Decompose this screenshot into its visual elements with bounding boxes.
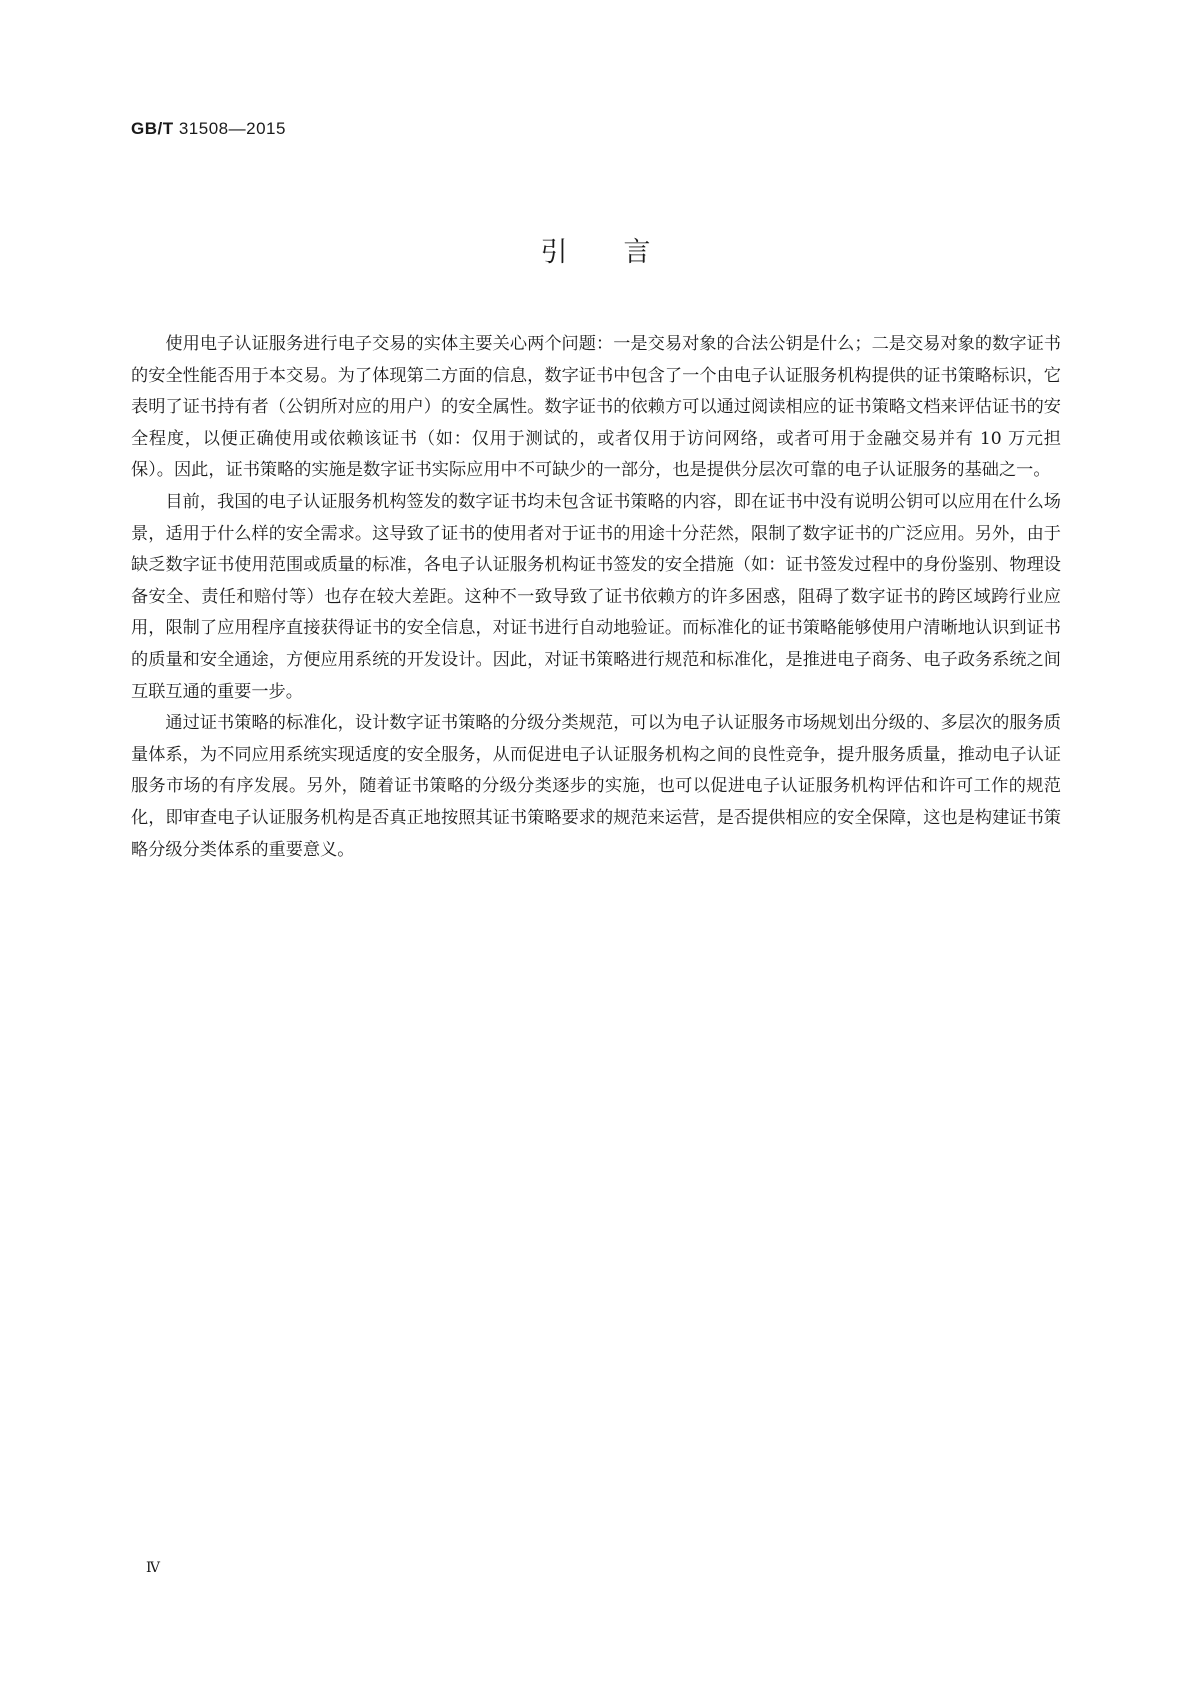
- document-code-prefix: GB/T: [131, 119, 174, 138]
- document-code-number: 31508—2015: [178, 119, 286, 138]
- section-title: 引言: [540, 237, 707, 268]
- paragraph-3: 通过证书策略的标准化，设计数字证书策略的分级分类规范，可以为电子认证服务市场规划出分级的、多层次的服务质量体系，为不同应用系统实现适度的安全服务，从而促进电子认证服务机构之间的良性竞争，提升服务质量，推动电子认证服务市场的有序发展。另外，随着证书策略的分级分类逐步的实施，也可以促进电子认证服务机构评估和许可工作的规范化，即审查电子认证服务机构是否真正地按照其证书策略要求的规范来运营，是否提供相应的安全保障，这也是构建证书策略分级分类体系的重要意义。: [131, 713, 1061, 860]
- paragraph-2: 目前，我国的电子认证服务机构签发的数字证书均未包含证书策略的内容，即在证书中没有说明公钥可以应用在什么场景，适用于什么样的安全需求。这导致了证书的使用者对于证书的用途十分茫然，限制了数字证书的广泛应用。另外，由于缺乏数字证书使用范围或质量的标准，各电子认证服务机构证书签发的安全措施（如：证书签发过程中的身份鉴别、物理设备安全、责任和赔付等）也存在较大差距。这种不一致导致了证书依赖方的许多困惑，阻碍了数字证书的跨区域跨行业应用，限制了应用程序直接获得证书的安全信息，对证书进行自动地验证。而标准化的证书策略能够使用户清晰地认识到证书的质量和安全通途，方便应用系统的开发设计。因此，对证书策略进行规范和标准化，是推进电子商务、电子政务系统之间互联互通的重要一步。: [131, 491, 1061, 702]
- paragraph-1: 使用电子认证服务进行电子交易的实体主要关心两个问题：一是交易对象的合法公钥是什么；二是交易对象的数字证书的安全性能否用于本交易。为了体现第二方面的信息，数字证书中包含了一个由电子认证服务机构提供的证书策略标识，它表明了证书持有者（公钥所对应的用户）的安全属性。数字证书的依赖方可以通过阅读相应的证书策略文档来评估证书的安全程度，以便正确使用或依赖该证书（如：仅用于测试的，或者仅用于访问网络，或者可用于金融交易并有 10 万元担保）。因此，证书策略的实施是数字证书实际应用中不可缺少的一部分，也是提供分层次可靠的电子认证服务的基础之一。: [131, 334, 1061, 481]
- document-code: [131, 119, 286, 139]
- page-number: Ⅳ: [146, 1561, 160, 1576]
- body-text: [131, 329, 1061, 866]
